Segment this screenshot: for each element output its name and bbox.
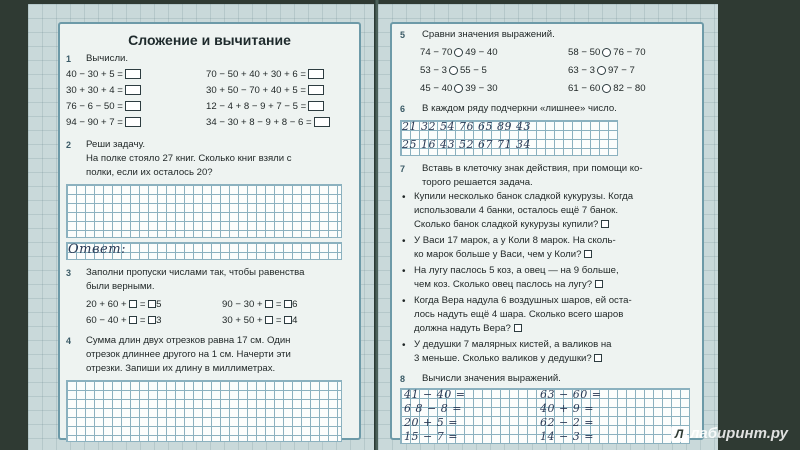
problem-text: должна надуть Вера? [414,322,522,336]
handwritten-expression: 20 + 5 = [404,416,458,429]
task-heading: Вычисли. [86,53,129,64]
task-number: 6 [400,104,406,114]
answer-box[interactable] [125,101,141,111]
bullet: • [402,296,406,307]
problem-text: чем коз. Сколько овец паслось на лугу? [414,278,603,292]
blank-box[interactable] [129,316,137,324]
blank-box[interactable] [148,300,156,308]
task-number: 5 [400,30,406,40]
blank-box[interactable] [148,316,156,324]
handwritten-expression: 63 − 60 = [540,388,602,401]
task-heading: Сравни значения выражений. [422,29,555,40]
expression: 30 + 30 + 4 = [66,84,141,98]
blank-box[interactable] [129,300,137,308]
handwritten-expression: 14 − 3 = [540,430,594,443]
task-heading: торого решается задача. [422,177,533,188]
sign-box[interactable] [595,280,603,288]
task-number: 2 [66,140,72,150]
task-number: 7 [400,164,406,174]
comparison: 74 − 70 49 − 40 [420,47,498,58]
problem-text: На лугу паслось 5 коз, а овец — на 9 больше, [414,265,619,276]
equation: 30 + 50 + = 4 [222,315,298,326]
answer-box[interactable] [314,117,330,127]
bullet: • [402,192,406,203]
compare-circle[interactable] [602,84,611,93]
problem-text: Купили несколько банок сладкой кукурузы. Когда [414,191,634,202]
compare-circle[interactable] [602,48,611,57]
task-number: 1 [66,54,72,64]
task-heading: Вставь в клеточку знак действия, при помощи ко- [422,163,643,174]
answer-box[interactable] [125,85,141,95]
comparison: 58 − 50 76 − 70 [568,47,646,58]
blank-box[interactable] [265,300,273,308]
handwritten-expression: 6 8 − 8 = [404,402,462,415]
comparison: 45 − 40 39 − 30 [420,83,498,94]
expression: 40 − 30 + 5 = [66,68,141,82]
sign-box[interactable] [594,354,602,362]
number-row: 21 32 54 76 65 89 43 [402,120,531,133]
equation: 20 + 60 + = 5 [86,299,162,310]
problem-text: ко марок больше у Васи, чем у Коли? [414,248,592,262]
labirint-logo-icon: Л [671,426,687,442]
expression: 30 + 50 − 70 + 40 + 5 = [206,84,324,98]
right-page [378,4,718,450]
handwritten-expression: 41 − 40 = [404,388,466,401]
equation: 60 − 40 + = 3 [86,315,162,326]
task-text: Сумма длин двух отрезков равна 17 см. Один [86,335,291,346]
number-row: 25 16 43 52 67 71 34 [402,138,531,151]
problem-text: У дедушки 7 малярных кистей, а валиков на [414,339,612,350]
answer-box[interactable] [125,117,141,127]
drawing-grid[interactable] [66,380,342,442]
problem-text: У Васи 17 марок, а у Коли 8 марок. На сколь- [414,235,616,246]
left-page [28,4,375,450]
task-heading: Вычисли значения выражений. [422,373,561,384]
compare-circle[interactable] [597,66,606,75]
expression: 12 − 4 + 8 − 9 + 7 − 5 = [206,100,324,114]
problem-text: использовали 4 банки, осталось ещё 7 банок. [414,205,619,216]
expression: 70 − 50 + 40 + 30 + 6 = [206,68,324,82]
right-panel [390,22,704,443]
task-number: 8 [400,374,406,384]
problem-text: Сколько банок сладкой кукурузы купили? [414,218,609,232]
problem-text: 3 меньше. Сколько валиков у дедушки? [414,352,602,366]
problem-text: Когда Вера надула 6 воздушных шаров, ей оста- [414,295,632,306]
expression: 34 − 30 + 8 − 9 + 8 − 6 = [206,116,330,130]
answer-box[interactable] [308,69,324,79]
task-text: отрезок длиннее другого на 1 см. Начерти эти [86,349,291,360]
blank-box[interactable] [284,316,292,324]
problem-text: лось надуть ещё 4 шара. Сколько всего шаров [414,309,624,320]
expression: 76 − 6 − 50 = [66,100,141,114]
sign-box[interactable] [584,250,592,258]
task-number: 4 [66,336,72,346]
watermark: Л лабиринт.ру [671,425,788,442]
answer-box[interactable] [125,69,141,79]
comparison: 53 − 3 55 − 5 [420,65,487,76]
task-heading: Заполни пропуски числами так, чтобы равенства [86,267,305,278]
answer-box[interactable] [308,85,324,95]
page-title: Сложение и вычитание [128,32,291,48]
sign-box[interactable] [601,220,609,228]
task-heading: В каждом ряду подчеркни «лишнее» число. [422,103,617,114]
handwritten-expression: 62 − 2 = [540,416,594,429]
comparison: 63 − 3 97 − 7 [568,65,635,76]
bullet: • [402,266,406,277]
handwritten-expression: 15 − 7 = [404,430,458,443]
task-text: отрезки. Запиши их длину в миллиметрах. [86,363,276,374]
answer-label: Ответ: [68,242,126,257]
solution-grid[interactable] [66,184,342,238]
compare-circle[interactable] [454,84,463,93]
left-panel [58,22,361,440]
blank-box[interactable] [265,316,273,324]
handwritten-expression: 40 + 9 = [540,402,594,415]
side-ruler [30,4,52,450]
task-heading: были верными. [86,281,155,292]
comparison: 61 − 60 82 − 80 [568,83,646,94]
blank-box[interactable] [284,300,292,308]
task-heading: Реши задачу. [86,139,145,150]
sign-box[interactable] [514,324,522,332]
bullet: • [402,236,406,247]
bullet: • [402,340,406,351]
task-text: На полке стояло 27 книг. Сколько книг взяли с [86,153,292,164]
answer-box[interactable] [308,101,324,111]
task-number: 3 [66,268,72,278]
compare-circle[interactable] [449,66,458,75]
expression: 94 − 90 + 7 = [66,116,141,130]
equation: 90 − 30 + = 6 [222,299,298,310]
task-text: полки, если их осталось 20? [86,167,213,178]
compare-circle[interactable] [454,48,463,57]
